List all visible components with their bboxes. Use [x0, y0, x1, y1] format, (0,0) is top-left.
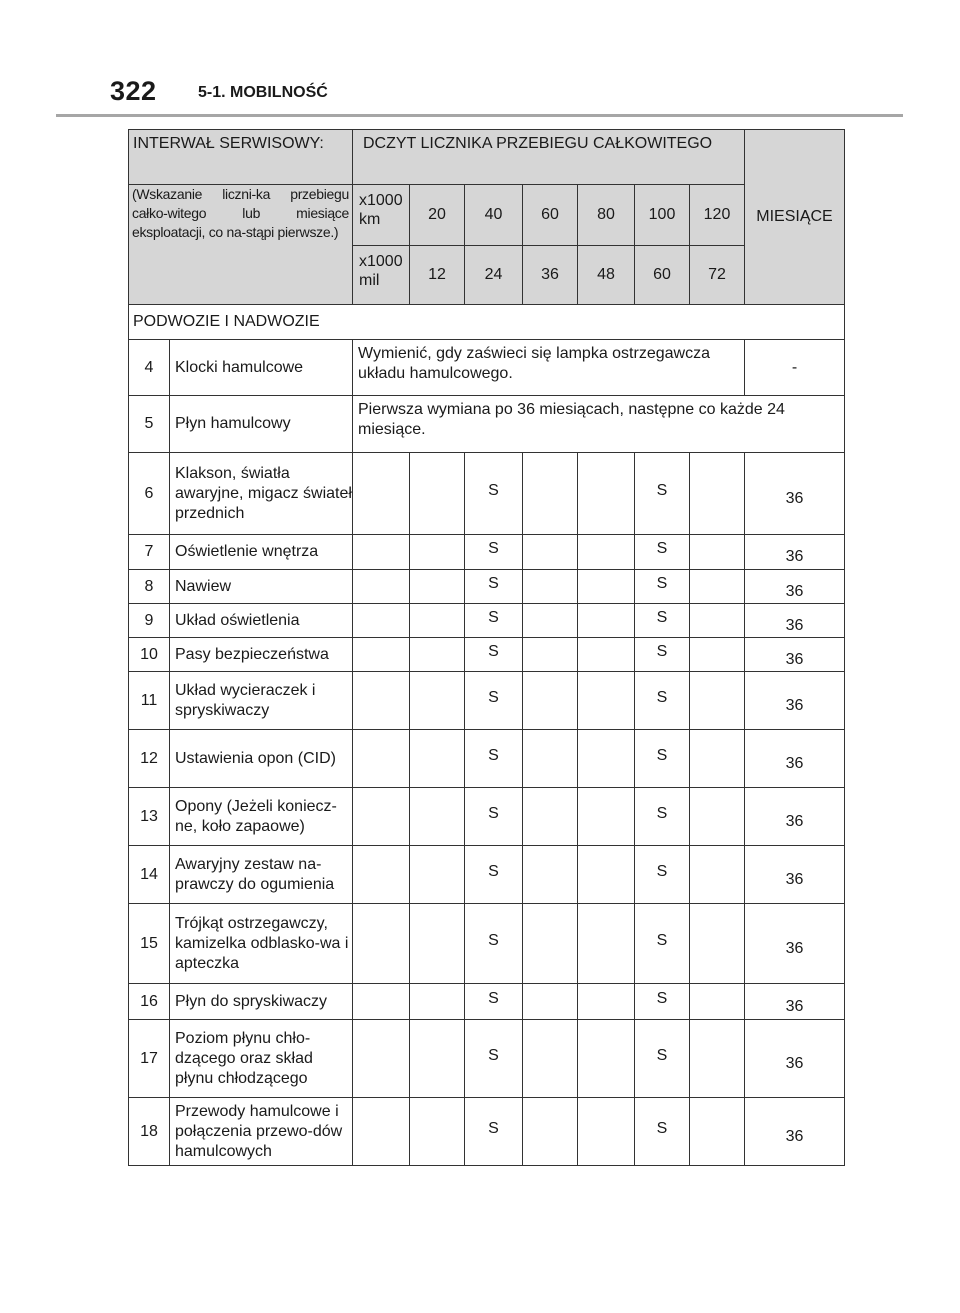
- table-row: [129, 638, 845, 672]
- item-months-text: 36: [785, 939, 804, 957]
- item-number: 16: [129, 984, 170, 1020]
- item-months-text: 36: [785, 1054, 804, 1072]
- empty-cell: [690, 672, 745, 730]
- item-months-text: 36: [785, 696, 804, 714]
- empty-cell: [353, 788, 410, 846]
- service-mark-text: S: [656, 746, 668, 764]
- item-name: Oświetlenie wnętrza: [170, 535, 353, 570]
- item-months-text: 36: [785, 997, 804, 1015]
- service-mark-text: S: [656, 1119, 668, 1137]
- empty-cell: [410, 1098, 465, 1166]
- empty-cell: [690, 1020, 745, 1098]
- table-row: [129, 984, 845, 1020]
- service-mark-text: S: [488, 746, 499, 764]
- item-name: Ustawienia opon (CID): [170, 730, 353, 788]
- km-value: 20: [410, 185, 465, 246]
- service-mark-text: S: [656, 642, 668, 660]
- km-value: 120: [690, 185, 745, 246]
- item-months: [745, 1098, 845, 1166]
- table-row: [129, 730, 845, 788]
- table-row: [129, 535, 845, 570]
- mil-value: 36: [523, 246, 578, 305]
- service-mark-text: S: [488, 931, 499, 949]
- item-months: [745, 904, 845, 984]
- mil-value: 48: [578, 246, 635, 305]
- item-months: [745, 453, 845, 535]
- service-mark: [635, 788, 690, 846]
- empty-cell: [523, 984, 578, 1020]
- interval-note: (Wskazanie liczni-ka przebiegu całko-witego lub miesiące eksploatacji, co na-stąpi pierwsze.): [129, 185, 353, 305]
- empty-cell: [410, 638, 465, 672]
- empty-cell: [690, 788, 745, 846]
- service-mark-text: S: [656, 608, 668, 626]
- empty-cell: [523, 638, 578, 672]
- mil-value: 24: [465, 246, 523, 305]
- item-name: Przewody hamulcowe i połączenia przewo-dów hamulcowych: [170, 1098, 353, 1166]
- item-months-text: 36: [785, 754, 804, 772]
- item-number: 14: [129, 846, 170, 904]
- item-number: 17: [129, 1020, 170, 1098]
- item-number: 10: [129, 638, 170, 672]
- maintenance-schedule-table: [128, 129, 845, 1166]
- item-name: Klocki hamulcowe: [170, 340, 353, 396]
- km-value: 100: [635, 185, 690, 246]
- service-mark-text: S: [488, 688, 499, 706]
- header-row-1: [129, 130, 845, 185]
- service-mark: [635, 730, 690, 788]
- empty-cell: [523, 453, 578, 535]
- service-mark: [635, 638, 690, 672]
- mil-unit: x1000 mil: [353, 246, 410, 305]
- service-mark: [635, 846, 690, 904]
- empty-cell: [578, 984, 635, 1020]
- table-row: [129, 904, 845, 984]
- service-mark-text: S: [656, 804, 668, 822]
- empty-cell: [578, 1020, 635, 1098]
- item-action: Wymienić, gdy zaświeci się lampka ostrzegawcza układu hamulcowego.: [353, 340, 745, 396]
- service-mark: [465, 604, 523, 638]
- empty-cell: [353, 1098, 410, 1166]
- table-row: [129, 340, 845, 396]
- empty-cell: [578, 672, 635, 730]
- item-name: Pasy bezpieczeństwa: [170, 638, 353, 672]
- empty-cell: [410, 846, 465, 904]
- km-value: 80: [578, 185, 635, 246]
- service-mark: [465, 1098, 523, 1166]
- empty-cell: [578, 453, 635, 535]
- empty-cell: [523, 570, 578, 604]
- item-number: 12: [129, 730, 170, 788]
- header-divider: [56, 114, 903, 117]
- service-mark-text: S: [656, 1046, 668, 1064]
- service-mark-text: S: [656, 540, 668, 557]
- empty-cell: [690, 730, 745, 788]
- empty-cell: [353, 535, 410, 570]
- item-months-text: 36: [785, 812, 804, 830]
- service-mark: [635, 535, 690, 570]
- service-mark-text: S: [656, 574, 668, 592]
- empty-cell: [353, 984, 410, 1020]
- item-months: [745, 788, 845, 846]
- empty-cell: [690, 638, 745, 672]
- item-number: 4: [129, 340, 170, 396]
- service-mark-text: S: [488, 481, 499, 499]
- empty-cell: [578, 604, 635, 638]
- service-mark-text: S: [656, 931, 668, 949]
- item-name: Klakson, światła awaryjne, migacz świateł przednich: [170, 453, 353, 535]
- item-months-text: 36: [785, 650, 804, 668]
- empty-cell: [523, 1098, 578, 1166]
- mil-value: 72: [690, 246, 745, 305]
- item-name: Trójkąt ostrzegawczy, kamizelka odblasko-wa i apteczka: [170, 904, 353, 984]
- empty-cell: [353, 604, 410, 638]
- item-months: [745, 730, 845, 788]
- service-mark-text: S: [488, 608, 499, 626]
- item-name: Nawiew: [170, 570, 353, 604]
- empty-cell: [578, 1098, 635, 1166]
- item-name: Płyn do spryskiwaczy: [170, 984, 353, 1020]
- empty-cell: [353, 1020, 410, 1098]
- empty-cell: [578, 904, 635, 984]
- table-row: [129, 396, 845, 453]
- odometer-header: DCZYT LICZNIKA PRZEBIEGU CAŁKOWITEGO: [353, 130, 745, 185]
- km-value: 40: [465, 185, 523, 246]
- mil-value: 60: [635, 246, 690, 305]
- service-mark-text: S: [488, 862, 499, 880]
- empty-cell: [410, 730, 465, 788]
- service-mark-text: S: [656, 862, 668, 880]
- empty-cell: [690, 535, 745, 570]
- empty-cell: [690, 846, 745, 904]
- service-mark: [635, 1098, 690, 1166]
- empty-cell: [523, 672, 578, 730]
- empty-cell: [353, 730, 410, 788]
- empty-cell: [353, 638, 410, 672]
- service-mark-text: S: [488, 1046, 499, 1064]
- header-row-km: [129, 185, 845, 246]
- empty-cell: [690, 1098, 745, 1166]
- service-mark: [465, 846, 523, 904]
- table-row: [129, 1098, 845, 1166]
- empty-cell: [353, 904, 410, 984]
- service-mark-text: S: [488, 574, 499, 592]
- empty-cell: [353, 672, 410, 730]
- empty-cell: [578, 638, 635, 672]
- service-mark-text: S: [488, 540, 499, 557]
- empty-cell: [410, 570, 465, 604]
- table-row: [129, 570, 845, 604]
- item-name: Układ oświetlenia: [170, 604, 353, 638]
- table-row: [129, 1020, 845, 1098]
- item-months: [745, 604, 845, 638]
- item-number: 15: [129, 904, 170, 984]
- item-number: 13: [129, 788, 170, 846]
- months-header: MIESIĄCE: [745, 130, 845, 305]
- empty-cell: [410, 1020, 465, 1098]
- empty-cell: [523, 788, 578, 846]
- service-mark-text: S: [488, 989, 499, 1007]
- empty-cell: [578, 570, 635, 604]
- section-title: 5-1. MOBILNOŚĆ: [198, 84, 328, 101]
- table-row: [129, 788, 845, 846]
- service-mark: [635, 672, 690, 730]
- item-number: 6: [129, 453, 170, 535]
- service-mark: [635, 904, 690, 984]
- empty-cell: [410, 453, 465, 535]
- empty-cell: [690, 570, 745, 604]
- service-mark-text: S: [656, 688, 668, 706]
- service-mark-text: S: [488, 1119, 499, 1137]
- interval-header: INTERWAŁ SERWISOWY:: [129, 130, 353, 185]
- table-row: [129, 604, 845, 638]
- item-name: Płyn hamulcowy: [170, 396, 353, 453]
- service-mark: [465, 904, 523, 984]
- item-months: [745, 535, 845, 570]
- service-mark: [465, 672, 523, 730]
- service-mark: [465, 1020, 523, 1098]
- item-number: 8: [129, 570, 170, 604]
- item-months: [745, 638, 845, 672]
- item-months-text: 36: [785, 489, 804, 507]
- service-mark-text: S: [656, 989, 668, 1007]
- service-mark: [465, 730, 523, 788]
- item-number: 9: [129, 604, 170, 638]
- service-mark: [465, 984, 523, 1020]
- empty-cell: [578, 846, 635, 904]
- page-number: 322: [110, 76, 157, 106]
- item-name: Poziom płynu chło-dzącego oraz skład płynu chłodzącego: [170, 1020, 353, 1098]
- empty-cell: [578, 730, 635, 788]
- empty-cell: [410, 788, 465, 846]
- empty-cell: [578, 535, 635, 570]
- empty-cell: [523, 1020, 578, 1098]
- item-name: Układ wycieraczek i spryskiwaczy: [170, 672, 353, 730]
- empty-cell: [353, 453, 410, 535]
- service-mark: [465, 535, 523, 570]
- empty-cell: [523, 846, 578, 904]
- item-name: Opony (Jeżeli koniecz-ne, koło zapaowe): [170, 788, 353, 846]
- item-number: 5: [129, 396, 170, 453]
- service-mark-text: S: [656, 481, 668, 499]
- item-name: Awaryjny zestaw na-prawczy do ogumienia: [170, 846, 353, 904]
- empty-cell: [690, 984, 745, 1020]
- service-mark-text: S: [488, 804, 499, 822]
- km-value: 60: [523, 185, 578, 246]
- empty-cell: [523, 730, 578, 788]
- table-row: [129, 453, 845, 535]
- item-number: 11: [129, 672, 170, 730]
- item-months-text: 36: [785, 582, 804, 600]
- service-mark: [465, 638, 523, 672]
- empty-cell: [410, 604, 465, 638]
- empty-cell: [690, 453, 745, 535]
- section-row: [129, 305, 845, 340]
- empty-cell: [690, 904, 745, 984]
- item-number: 18: [129, 1098, 170, 1166]
- service-mark: [465, 453, 523, 535]
- table-row: [129, 672, 845, 730]
- empty-cell: [523, 535, 578, 570]
- item-months: [745, 672, 845, 730]
- empty-cell: [578, 788, 635, 846]
- item-months-text: 36: [785, 870, 804, 888]
- item-months: [745, 570, 845, 604]
- service-mark: [635, 570, 690, 604]
- empty-cell: [410, 535, 465, 570]
- service-mark: [635, 984, 690, 1020]
- service-mark: [635, 604, 690, 638]
- item-number: 7: [129, 535, 170, 570]
- km-unit: x1000 km: [353, 185, 410, 246]
- empty-cell: [523, 604, 578, 638]
- item-action: Pierwsza wymiana po 36 miesiącach, następne co każde 24 miesiące.: [353, 396, 845, 453]
- item-months-text: 36: [785, 1127, 804, 1145]
- item-months: [745, 1020, 845, 1098]
- empty-cell: [690, 604, 745, 638]
- service-mark: [465, 788, 523, 846]
- item-months: [745, 846, 845, 904]
- table-row: [129, 846, 845, 904]
- empty-cell: [353, 846, 410, 904]
- empty-cell: [523, 904, 578, 984]
- empty-cell: [353, 570, 410, 604]
- empty-cell: [410, 672, 465, 730]
- service-mark: [635, 453, 690, 535]
- item-months-text: 36: [785, 548, 804, 565]
- service-mark: [635, 1020, 690, 1098]
- empty-cell: [410, 904, 465, 984]
- mil-value: 12: [410, 246, 465, 305]
- service-mark-text: S: [488, 642, 499, 660]
- service-mark: [465, 570, 523, 604]
- item-months-text: 36: [785, 616, 804, 634]
- item-months: -: [745, 340, 845, 396]
- section-label: PODWOZIE I NADWOZIE: [129, 305, 845, 340]
- empty-cell: [410, 984, 465, 1020]
- item-months: [745, 984, 845, 1020]
